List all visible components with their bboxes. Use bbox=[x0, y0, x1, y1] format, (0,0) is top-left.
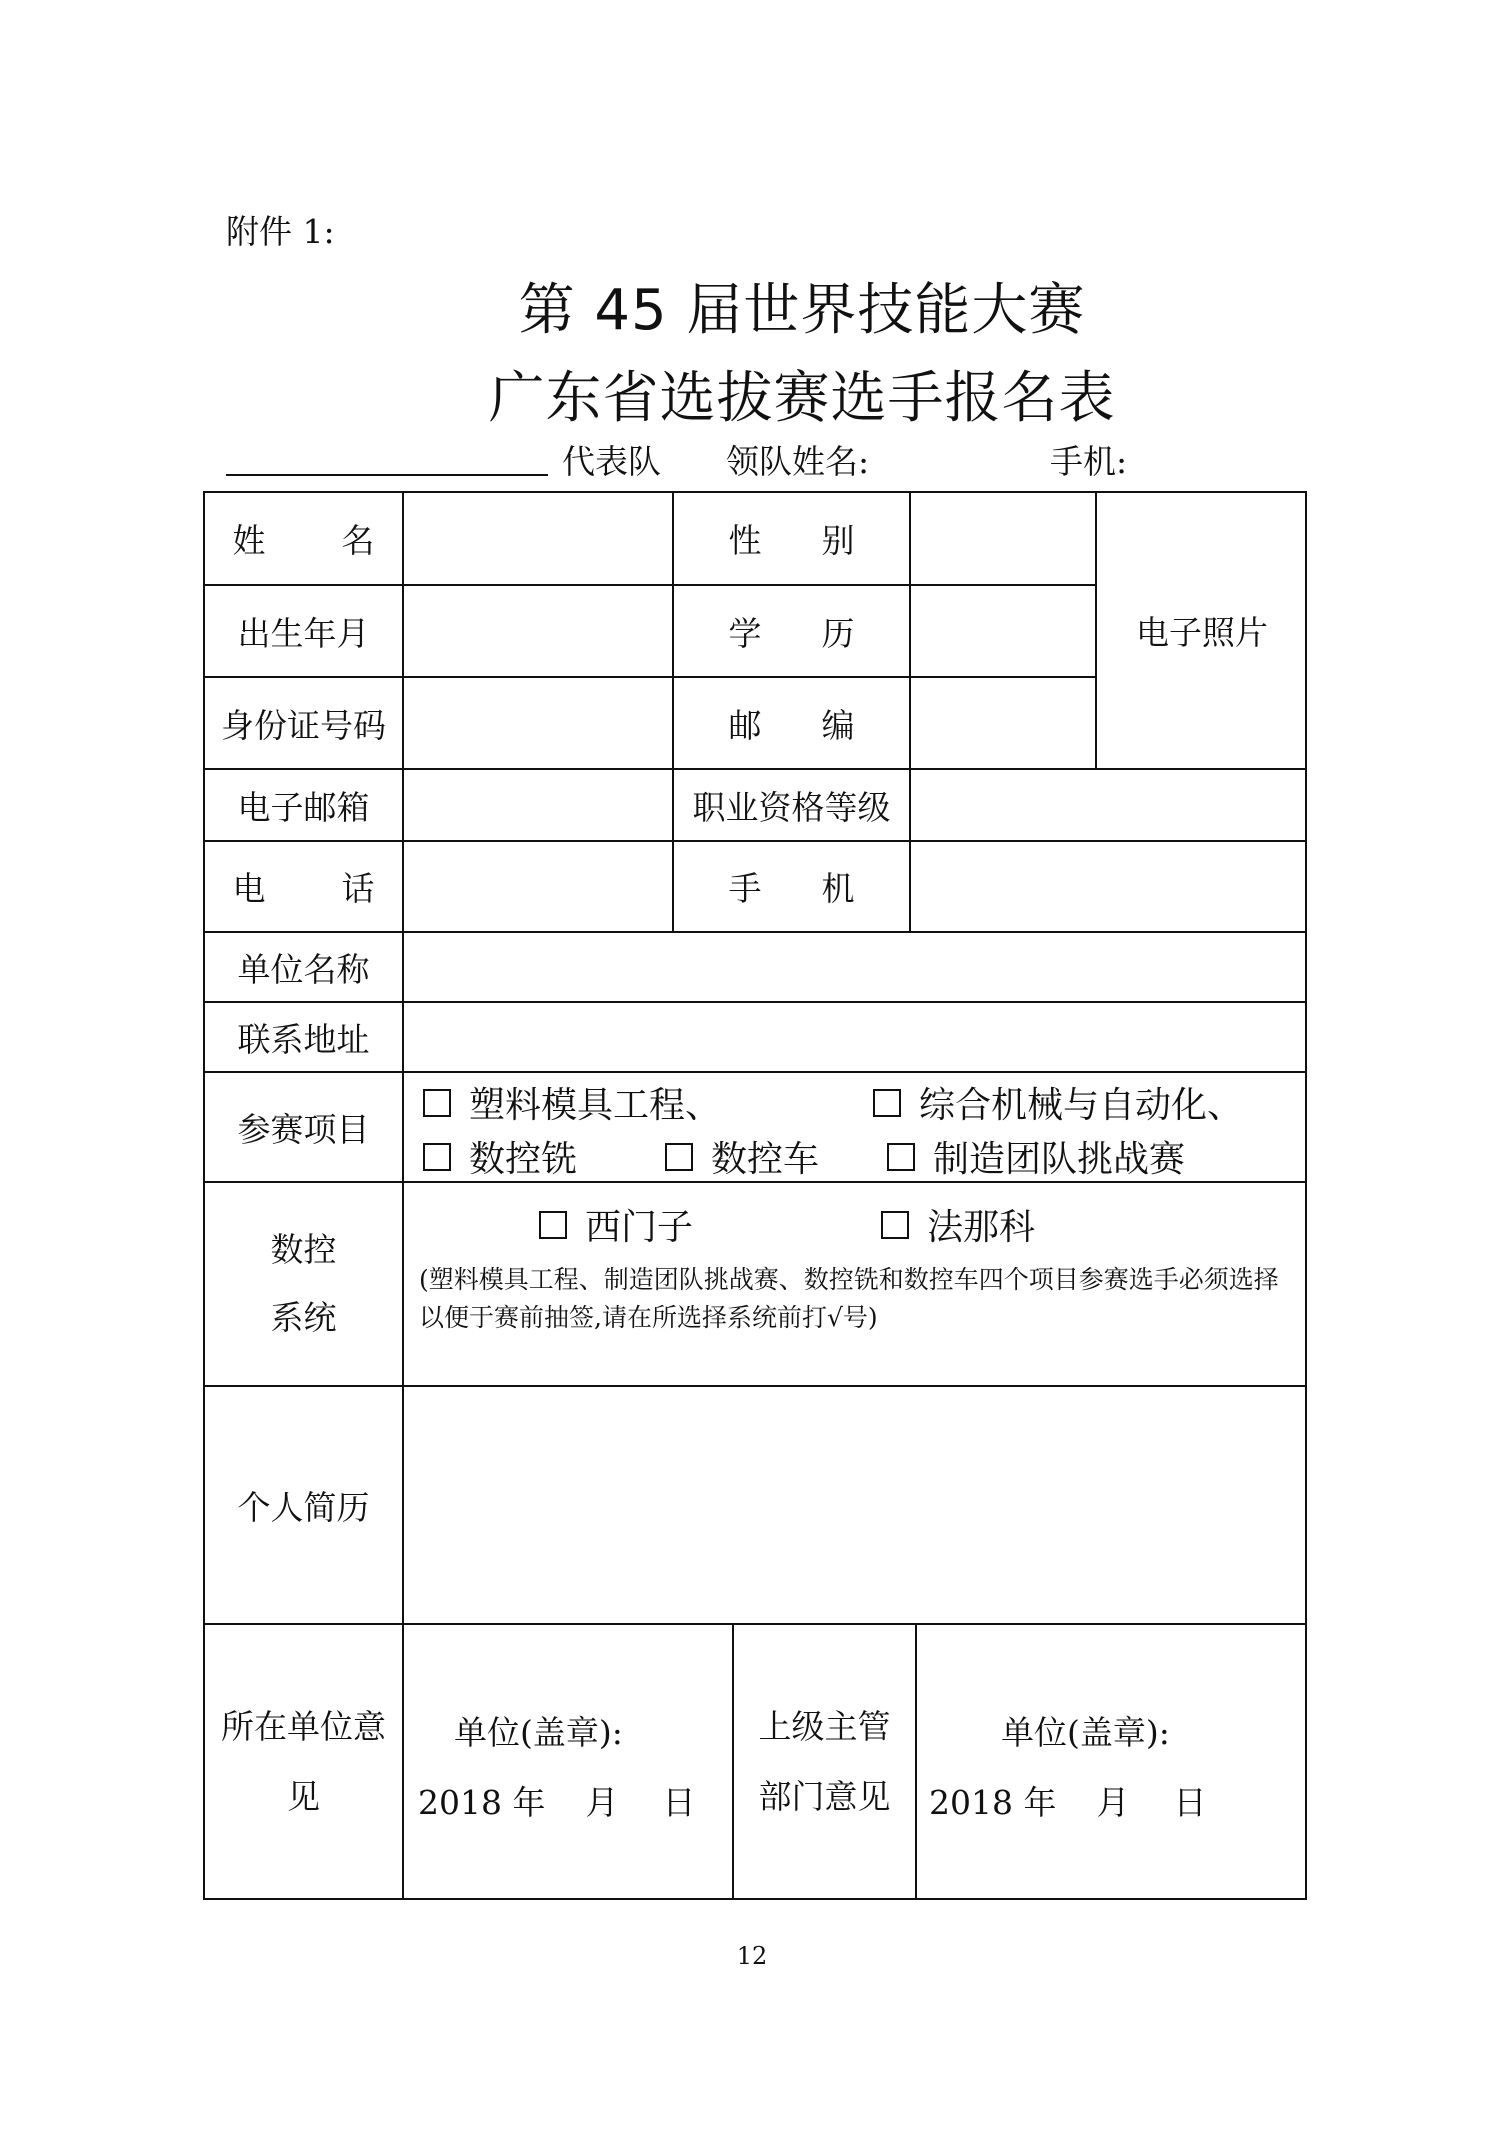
team-suffix-label: 代表队 bbox=[562, 442, 661, 481]
qualification-label: 职业资格等级 bbox=[692, 787, 891, 827]
leader-phone-label: 手机: bbox=[1050, 442, 1128, 481]
event-option-cnc-turning[interactable]: 数控车 bbox=[665, 1131, 819, 1182]
mobile-input[interactable] bbox=[911, 842, 1307, 931]
checkbox-icon bbox=[887, 1143, 915, 1171]
birth-label: 出生年月 bbox=[237, 613, 370, 653]
superior-seal-label: 单位(盖章): bbox=[1001, 1713, 1170, 1752]
birth-input[interactable] bbox=[404, 586, 672, 676]
leader-name-label: 领队姓名: bbox=[726, 442, 870, 481]
address-input[interactable] bbox=[404, 1003, 1307, 1071]
superior-opinion-label: 上级主管 部门意见 bbox=[758, 1706, 891, 1816]
system-selection-note: (塑料模具工程、制造团队挑战赛、数控铣和数控车四个项目参赛选手必须选择以便于赛前抽签,请在所选择系统前打√号) bbox=[419, 1265, 1279, 1332]
event-option-mechatronics[interactable]: 综合机械与自动化、 bbox=[873, 1077, 1243, 1128]
employer-input[interactable] bbox=[404, 933, 1307, 1001]
education-label: 学 历 bbox=[728, 613, 855, 653]
email-input[interactable] bbox=[404, 770, 672, 840]
checkbox-icon bbox=[423, 1089, 451, 1117]
cnc-system-label: 数控 系统 bbox=[270, 1230, 337, 1337]
superior-opinion-input[interactable] bbox=[917, 1625, 1307, 1898]
id-number-label: 身份证号码 bbox=[221, 705, 386, 745]
photo-slot[interactable]: 电子照片 bbox=[1136, 613, 1268, 652]
system-option-siemens[interactable]: 西门子 bbox=[539, 1199, 693, 1250]
resume-label: 个人简历 bbox=[237, 1487, 370, 1527]
address-label: 联系地址 bbox=[237, 1019, 370, 1059]
page-number: 12 bbox=[736, 1942, 768, 1970]
system-option-fanuc[interactable]: 法那科 bbox=[881, 1199, 1035, 1250]
unit-opinion-label: 所在单位意 见 bbox=[221, 1706, 386, 1816]
email-label: 电子邮箱 bbox=[237, 787, 370, 827]
attachment-label: 附件 1: bbox=[226, 212, 335, 251]
id-number-input[interactable] bbox=[404, 678, 672, 768]
event-label: 参赛项目 bbox=[237, 1109, 370, 1149]
postcode-label: 邮 编 bbox=[728, 705, 855, 745]
checkbox-icon bbox=[423, 1143, 451, 1171]
telephone-input[interactable] bbox=[404, 842, 672, 931]
unit-date: 2018 年 月 日 bbox=[418, 1783, 696, 1822]
checkbox-icon bbox=[665, 1143, 693, 1171]
gender-label: 性 别 bbox=[728, 521, 855, 560]
education-input[interactable] bbox=[911, 586, 1095, 676]
telephone-label: 电 话 bbox=[232, 869, 375, 908]
resume-input[interactable] bbox=[404, 1387, 1307, 1623]
registration-form bbox=[203, 491, 1307, 1900]
name-label: 姓 名 bbox=[232, 521, 375, 560]
qualification-input[interactable] bbox=[911, 770, 1307, 840]
form-title-line-2: 广东省选拔赛选手报名表 bbox=[488, 366, 1116, 431]
unit-opinion-input[interactable] bbox=[404, 1625, 732, 1898]
event-option-plastic-mould[interactable]: 塑料模具工程、 bbox=[423, 1077, 721, 1128]
gender-input[interactable] bbox=[911, 493, 1095, 584]
postcode-input[interactable] bbox=[911, 678, 1095, 768]
employer-label: 单位名称 bbox=[237, 949, 370, 989]
mobile-label: 手 机 bbox=[728, 869, 855, 908]
checkbox-icon bbox=[539, 1211, 567, 1239]
event-option-cnc-milling[interactable]: 数控铣 bbox=[423, 1131, 577, 1182]
superior-date: 2018 年 月 日 bbox=[929, 1783, 1207, 1822]
event-option-manufacturing-team[interactable]: 制造团队挑战赛 bbox=[887, 1131, 1185, 1182]
checkbox-icon bbox=[873, 1089, 901, 1117]
name-input[interactable] bbox=[404, 493, 672, 584]
form-title-line-1: 第 45 届世界技能大赛 bbox=[518, 278, 1086, 343]
team-name-blank[interactable] bbox=[226, 474, 548, 476]
checkbox-icon bbox=[881, 1211, 909, 1239]
unit-seal-label: 单位(盖章): bbox=[454, 1713, 623, 1752]
